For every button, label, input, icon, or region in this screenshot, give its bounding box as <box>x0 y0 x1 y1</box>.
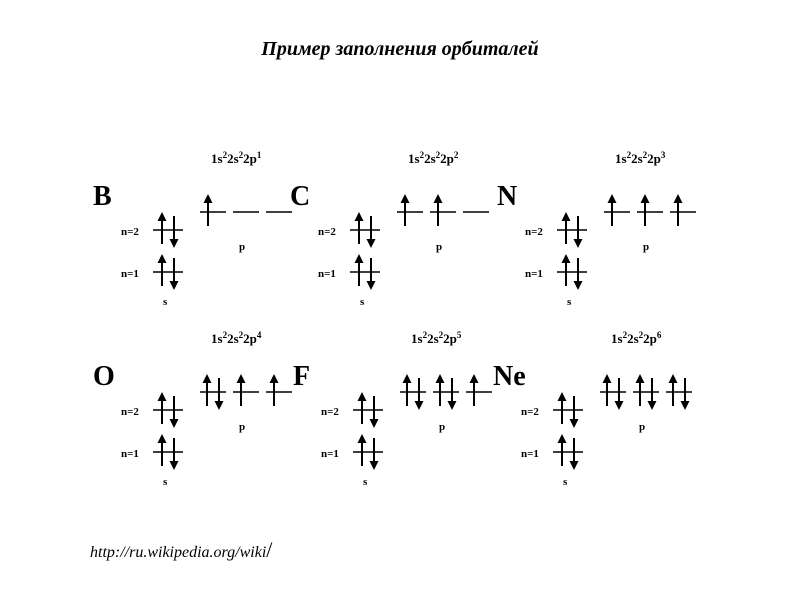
element-symbol: Ne <box>493 361 526 392</box>
s-label: s <box>163 476 168 488</box>
source-link[interactable] <box>90 537 272 563</box>
page-title: Пример заполнения орбиталей <box>261 38 539 60</box>
s-orbital-2s-arrow-down-head <box>574 239 583 248</box>
p-label: p <box>639 421 646 433</box>
level-label-n1: n=1 <box>121 448 139 460</box>
p-orbital-2-arrow-up-head <box>434 194 443 203</box>
config-superscript: 2 <box>622 330 628 340</box>
p-orbital-1-arrow-up-head <box>403 374 412 383</box>
s-orbital-1s-arrow-up-head <box>562 254 571 263</box>
p-orbital-3-arrow-up-head <box>270 374 279 383</box>
element-symbol: F <box>293 361 311 392</box>
s-orbital-1s-arrow-down-head <box>574 281 583 290</box>
p-label: p <box>239 421 246 433</box>
config-part: 1s <box>408 151 420 166</box>
config-part: 2p <box>647 151 661 166</box>
s-orbital-2s-arrow-down-head <box>367 239 376 248</box>
s-orbital-2s-arrow-up-head <box>358 392 367 401</box>
s-orbital-2s-arrow-down-head <box>370 419 379 428</box>
s-orbital-1s-arrow-down-head <box>370 461 379 470</box>
config-part: 2s <box>427 331 439 346</box>
config-part: 2p <box>643 331 657 346</box>
config-part: 1s <box>615 151 627 166</box>
config-superscript: 1 <box>256 150 262 160</box>
s-orbital-2s-arrow-down-head <box>170 239 179 248</box>
p-orbital-2-arrow-up-head <box>636 374 645 383</box>
element-panel-o <box>93 330 292 488</box>
s-label: s <box>563 476 568 488</box>
config-part: 1s <box>611 331 623 346</box>
s-orbital-2s-arrow-up-head <box>158 392 167 401</box>
element-panel-n <box>497 150 696 308</box>
s-orbital-1s-arrow-up-head <box>158 434 167 443</box>
config-part: 2s <box>627 331 639 346</box>
level-label-n1: n=1 <box>525 268 543 280</box>
level-label-n2: n=2 <box>121 406 139 418</box>
p-orbital-3-arrow-down-head <box>681 401 690 410</box>
config-part: 2p <box>243 331 257 346</box>
s-orbital-1s-arrow-up-head <box>558 434 567 443</box>
config-superscript: 2 <box>222 150 228 160</box>
electron-configuration <box>411 330 462 346</box>
s-orbital-2s-arrow-up-head <box>558 392 567 401</box>
level-label-n2: n=2 <box>525 226 543 238</box>
level-label-n2: n=2 <box>121 226 139 238</box>
config-superscript: 2 <box>438 330 444 340</box>
s-orbital-2s-arrow-down-head <box>570 419 579 428</box>
config-part: 2p <box>243 151 257 166</box>
config-superscript: 2 <box>638 330 644 340</box>
config-superscript: 2 <box>222 330 228 340</box>
source-slash: / <box>266 537 273 562</box>
s-orbital-1s-arrow-down-head <box>170 281 179 290</box>
electron-configuration <box>408 150 459 166</box>
config-superscript: 2 <box>238 330 244 340</box>
element-panel-c <box>290 150 489 308</box>
config-superscript: 2 <box>238 150 244 160</box>
config-superscript: 2 <box>626 150 632 160</box>
electron-configuration <box>211 150 262 166</box>
p-orbital-3-arrow-up-head <box>669 374 678 383</box>
config-part: 2s <box>227 151 239 166</box>
config-superscript: 2 <box>642 150 648 160</box>
s-orbital-2s-arrow-up-head <box>158 212 167 221</box>
p-orbital-2-arrow-up-head <box>436 374 445 383</box>
s-orbital-2s-arrow-up-head <box>562 212 571 221</box>
s-label: s <box>363 476 368 488</box>
element-panel-f <box>293 330 492 488</box>
level-label-n2: n=2 <box>521 406 539 418</box>
p-label: p <box>436 241 443 253</box>
level-label-n2: n=2 <box>318 226 336 238</box>
config-part: 1s <box>211 151 223 166</box>
p-orbital-1-arrow-down-head <box>215 401 224 410</box>
p-orbital-2-arrow-down-head <box>648 401 657 410</box>
element-panel-ne <box>493 330 692 488</box>
source-url[interactable]: http://ru.wikipedia.org/wiki <box>90 544 267 561</box>
config-part: 2s <box>631 151 643 166</box>
config-part: 2s <box>227 331 239 346</box>
s-label: s <box>567 296 572 308</box>
config-superscript: 5 <box>456 330 462 340</box>
s-label: s <box>360 296 365 308</box>
element-symbol: C <box>290 181 311 212</box>
level-label-n1: n=1 <box>521 448 539 460</box>
s-label: s <box>163 296 168 308</box>
electron-configuration <box>615 150 666 166</box>
config-part: 1s <box>211 331 223 346</box>
config-superscript: 3 <box>660 150 666 160</box>
p-orbital-2-arrow-up-head <box>237 374 246 383</box>
element-symbol: O <box>93 361 115 392</box>
s-orbital-1s-arrow-down-head <box>570 461 579 470</box>
config-part: 2p <box>443 331 457 346</box>
p-orbital-2-arrow-down-head <box>448 401 457 410</box>
config-superscript: 4 <box>256 330 262 340</box>
s-orbital-2s-arrow-up-head <box>355 212 364 221</box>
config-part: 1s <box>411 331 423 346</box>
config-superscript: 2 <box>419 150 425 160</box>
p-orbital-1-arrow-up-head <box>603 374 612 383</box>
level-label-n1: n=1 <box>321 448 339 460</box>
level-label-n1: n=1 <box>318 268 336 280</box>
p-orbital-1-arrow-up-head <box>401 194 410 203</box>
s-orbital-1s-arrow-up-head <box>158 254 167 263</box>
s-orbital-1s-arrow-up-head <box>358 434 367 443</box>
s-orbital-2s-arrow-down-head <box>170 419 179 428</box>
config-part: 2p <box>440 151 454 166</box>
config-part: 2s <box>424 151 436 166</box>
p-orbital-1-arrow-up-head <box>608 194 617 203</box>
p-label: p <box>439 421 446 433</box>
config-superscript: 2 <box>422 330 428 340</box>
config-superscript: 2 <box>435 150 441 160</box>
config-superscript: 2 <box>453 150 459 160</box>
s-orbital-1s-arrow-up-head <box>355 254 364 263</box>
p-orbital-1-arrow-up-head <box>203 374 212 383</box>
electron-configuration <box>211 330 262 346</box>
s-orbital-1s-arrow-down-head <box>170 461 179 470</box>
p-label: p <box>643 241 650 253</box>
p-orbital-1-arrow-up-head <box>204 194 213 203</box>
p-orbital-3-arrow-up-head <box>470 374 479 383</box>
config-superscript: 6 <box>656 330 662 340</box>
electron-configuration <box>611 330 662 346</box>
element-symbol: B <box>93 181 112 212</box>
p-orbital-1-arrow-down-head <box>415 401 424 410</box>
s-orbital-1s-arrow-down-head <box>367 281 376 290</box>
element-panel-b <box>93 150 292 308</box>
p-orbital-2-arrow-up-head <box>641 194 650 203</box>
p-label: p <box>239 241 246 253</box>
element-symbol: N <box>497 181 518 212</box>
p-orbital-3-arrow-up-head <box>674 194 683 203</box>
level-label-n1: n=1 <box>121 268 139 280</box>
level-label-n2: n=2 <box>321 406 339 418</box>
p-orbital-1-arrow-down-head <box>615 401 624 410</box>
